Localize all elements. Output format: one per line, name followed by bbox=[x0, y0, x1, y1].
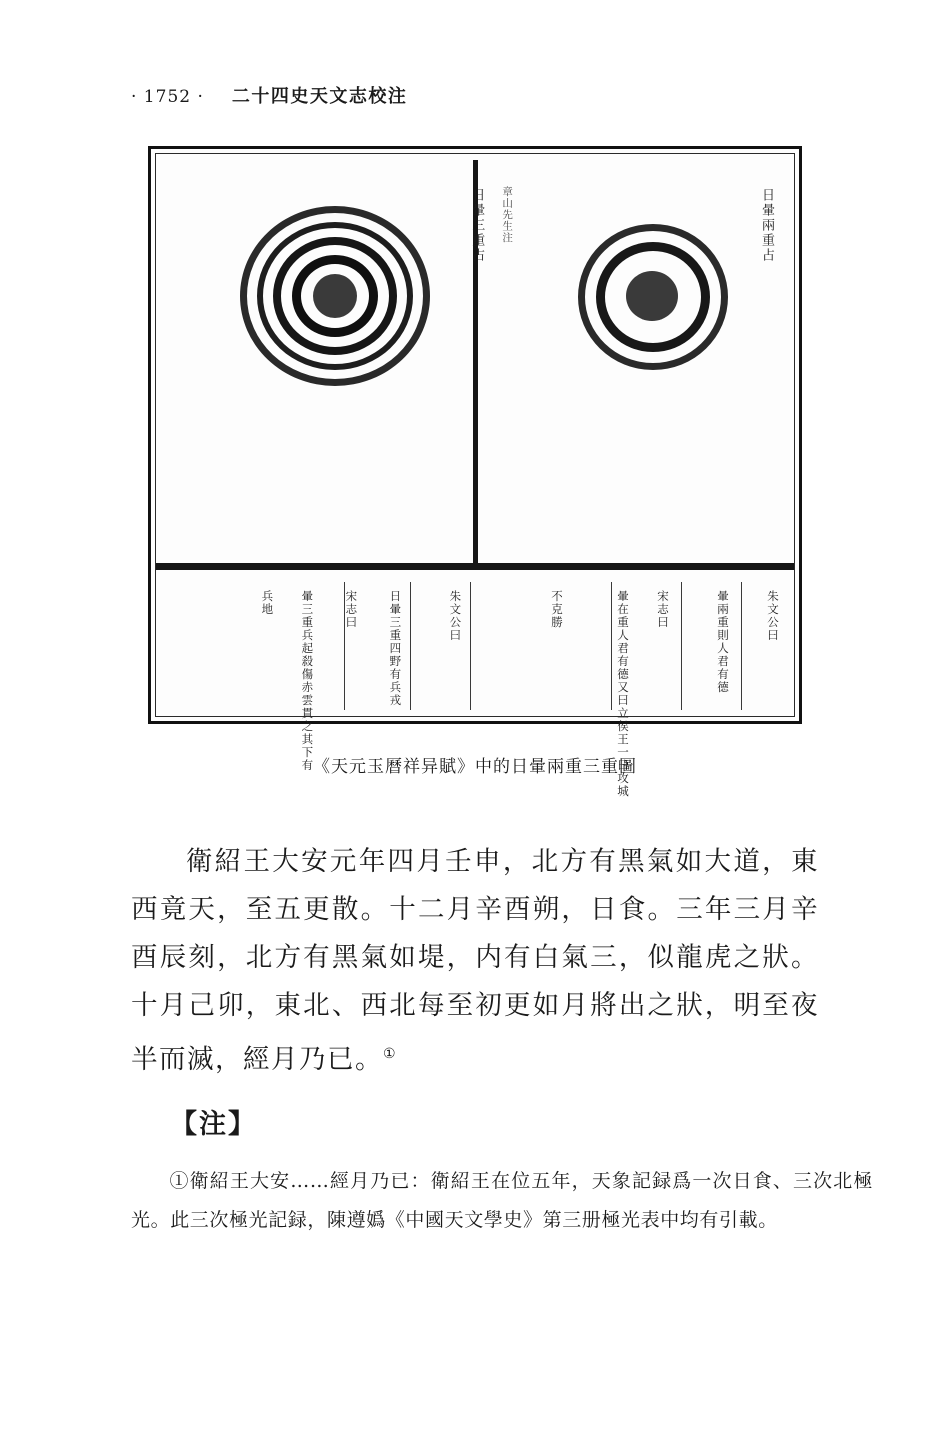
left-plate-line-5: 兵地 bbox=[260, 590, 275, 616]
notes-body bbox=[131, 1162, 873, 1240]
folio-number: · 1752 · bbox=[131, 87, 204, 107]
left-plate-heading: 日暈三重占 bbox=[469, 188, 485, 263]
right-plate-line-4: 暈在重人君有德又曰立侯王一曰攻城 bbox=[616, 590, 630, 798]
book-title: 二十四史天文志校注 bbox=[231, 86, 408, 107]
halo-two-rings-drawing bbox=[578, 224, 728, 370]
right-plate-heading: 日暈兩重占 bbox=[759, 188, 774, 263]
column-rule bbox=[611, 582, 612, 710]
running-head bbox=[131, 82, 407, 108]
column-rule bbox=[470, 582, 471, 710]
left-plate-line-2: 日暈三重四野有兵戎 bbox=[388, 590, 403, 707]
halo-three-rings-drawing bbox=[240, 206, 430, 386]
footnote-marker: ① bbox=[383, 1046, 398, 1062]
left-plate-line-1: 朱文公曰 bbox=[448, 590, 463, 642]
left-plate-line-3: 宋志曰 bbox=[344, 590, 359, 629]
notes-heading: 【注】 bbox=[170, 1109, 257, 1140]
left-plate-side-label: 章山先生注 bbox=[501, 186, 514, 244]
paragraph-text: 衛紹王大安元年四月壬申，北方有黑氣如大道，東西竟天，至五更散。十二月辛酉朔，日食。三年三月辛酉辰刻，北方有黑氣如堤，内有白氣三，似龍虎之狀。十月己卯，東北、西北每至初更如月將出之狀，明至夜半而滅，經月乃已。 bbox=[131, 846, 819, 1075]
right-plate-line-3: 宋志曰 bbox=[656, 590, 670, 629]
figure-caption: 《天元玉曆祥异賦》中的日暈兩重三重圖 bbox=[313, 757, 637, 777]
column-rule bbox=[410, 582, 411, 710]
right-plate-line-1: 朱文公曰 bbox=[766, 590, 780, 642]
left-plate-line-4: 暈三重兵起殺傷赤雲貫之其下有 bbox=[300, 590, 315, 772]
column-rule bbox=[681, 582, 682, 710]
body-paragraph bbox=[131, 838, 819, 1084]
column-rule bbox=[741, 582, 742, 710]
right-plate-line-5: 不克勝 bbox=[550, 590, 564, 629]
note-item-1: ①衛紹王大安……經月乃已：衛紹王在位五年，天象記録爲一次日食、三次北極光。此三次極光記録，陳遵嬀《中國天文學史》第三册極光表中均有引載。 bbox=[131, 1170, 873, 1231]
right-plate-line-2: 暈兩重則人君有德 bbox=[716, 590, 730, 694]
